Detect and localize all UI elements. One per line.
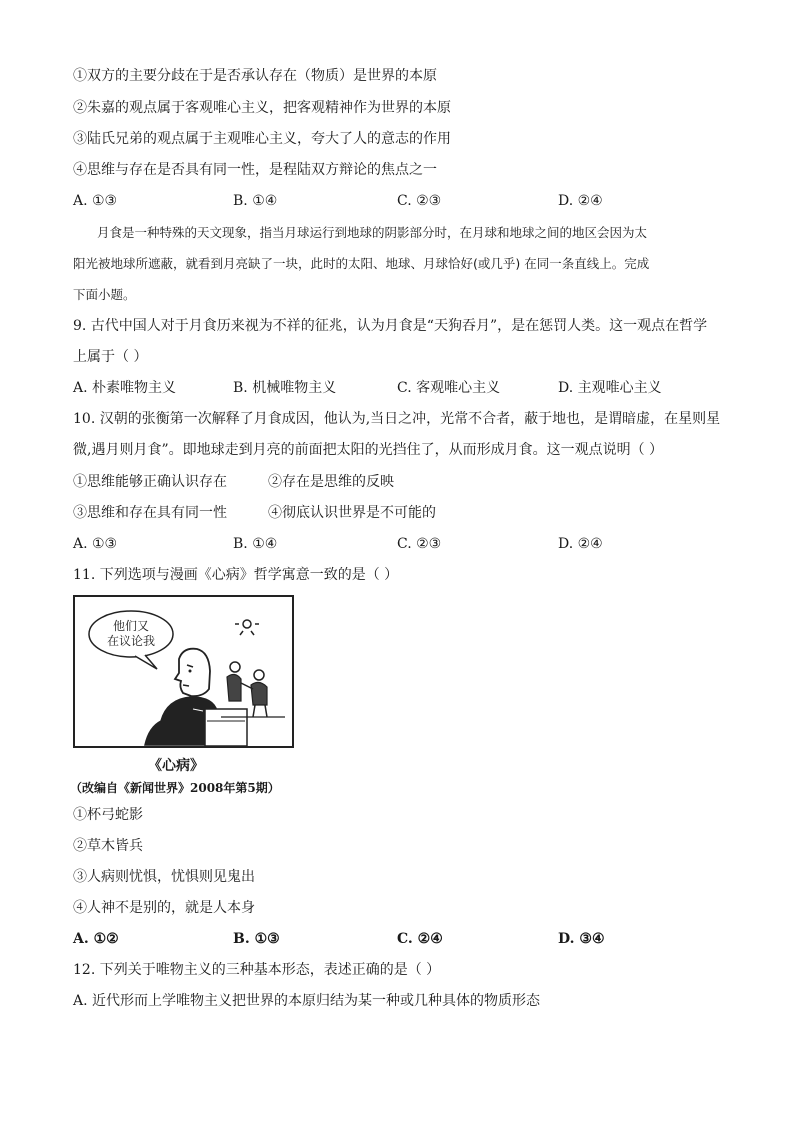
q12-option-a: A. 近代形而上学唯物主义把世界的本原归结为某一种或几种具体的物质形态 xyxy=(73,993,541,1009)
q8-statement-4: ④思维与存在是否具有同一性，是程陆双方辩论的焦点之一 xyxy=(73,162,437,178)
lunar-eclipse-passage xyxy=(73,223,723,316)
q8-option-d: D. ②④ xyxy=(558,193,603,209)
q8-statement-2: ②朱嘉的观点属于客观唯心主义，把客观精神作为世界的本原 xyxy=(73,100,451,116)
bubble-text-line-2: 在议论我 xyxy=(106,634,156,648)
q11-option-c: C. ②④ xyxy=(397,931,443,947)
cartoon-source: （改编自《新闻世界》2008年第5期） xyxy=(70,781,280,795)
q9-stem-line-2: 上属于（ ） xyxy=(73,349,148,365)
q12-stem: 12. 下列关于唯物主义的三种基本形态，表述正确的是（ ） xyxy=(73,962,441,978)
q11-statement-1: ①杯弓蛇影 xyxy=(73,807,143,823)
q10-option-c: C. ②③ xyxy=(397,536,442,552)
cartoon-caption: 《心病》 xyxy=(148,758,204,774)
cartoon-drawing xyxy=(75,597,292,746)
passage-line-1: 月食是一种特殊的天文现象，指当月球运行到地球的阴影部分时，在月球和地球之间的地区会因为太 xyxy=(97,225,648,240)
q8-statement-1: ①双方的主要分歧在于是否承认存在（物质）是世界的本原 xyxy=(73,68,437,84)
q10-option-d: D. ②④ xyxy=(558,536,603,552)
q8-option-c: C. ②③ xyxy=(397,193,442,209)
q10-statement-4: ④彻底认识世界是不可能的 xyxy=(268,505,436,521)
q9-option-a: A. 朴素唯物主义 xyxy=(73,380,177,396)
q8-option-b: B. ①④ xyxy=(233,193,278,209)
q9-stem-line-1: 9. 古代中国人对于月食历来视为不祥的征兆，认为月食是“天狗吞月”，是在惩罚人类。这一观点在哲学 xyxy=(73,318,708,334)
q11-statement-3: ③人病则忧惧，忧惧则见鬼出 xyxy=(73,869,255,885)
q11-option-a: A. ①② xyxy=(73,931,119,947)
q11-option-b: B. ①③ xyxy=(233,931,280,947)
q9-option-c: C. 客观唯心主义 xyxy=(397,380,501,396)
xinbing-cartoon xyxy=(73,595,294,748)
q11-statement-4: ④人神不是别的，就是人本身 xyxy=(73,900,255,916)
passage-line-3: 下面小题。 xyxy=(73,287,136,302)
q11-option-d: D. ③④ xyxy=(558,931,605,947)
q10-statement-1: ①思维能够正确认识存在 xyxy=(73,474,227,490)
q10-statement-3: ③思维和存在具有同一性 xyxy=(73,505,227,521)
q10-stem-line-2: 微,遇月则月食”。即地球走到月亮的前面把太阳的光挡住了，从而形成月食。这一观点说明（ ） xyxy=(73,442,664,458)
q10-statement-2: ②存在是思维的反映 xyxy=(268,474,394,490)
q9-option-b: B. 机械唯物主义 xyxy=(233,380,337,396)
q9-option-d: D. 主观唯心主义 xyxy=(558,380,662,396)
q8-statement-3: ③陆氏兄弟的观点属于主观唯心主义，夸大了人的意志的作用 xyxy=(73,131,451,147)
bubble-text-line-1: 他们又 xyxy=(112,619,150,633)
passage-line-2: 阳光被地球所遮蔽，就看到月亮缺了一块，此时的太阳、地球、月球恰好(或几乎) 在同一条直线上。完成 xyxy=(73,256,650,271)
q8-option-a: A. ①③ xyxy=(73,193,118,209)
q10-option-b: B. ①④ xyxy=(233,536,278,552)
q10-option-a: A. ①③ xyxy=(73,536,118,552)
q11-stem: 11. 下列选项与漫画《心病》哲学寓意一致的是（ ） xyxy=(73,567,399,583)
q10-stem-line-1: 10. 汉朝的张衡第一次解释了月食成因，他认为,当日之冲，光常不合者，蔽于地也，是谓暗虚，在星则星 xyxy=(73,411,721,427)
q11-statement-2: ②草木皆兵 xyxy=(73,838,143,854)
